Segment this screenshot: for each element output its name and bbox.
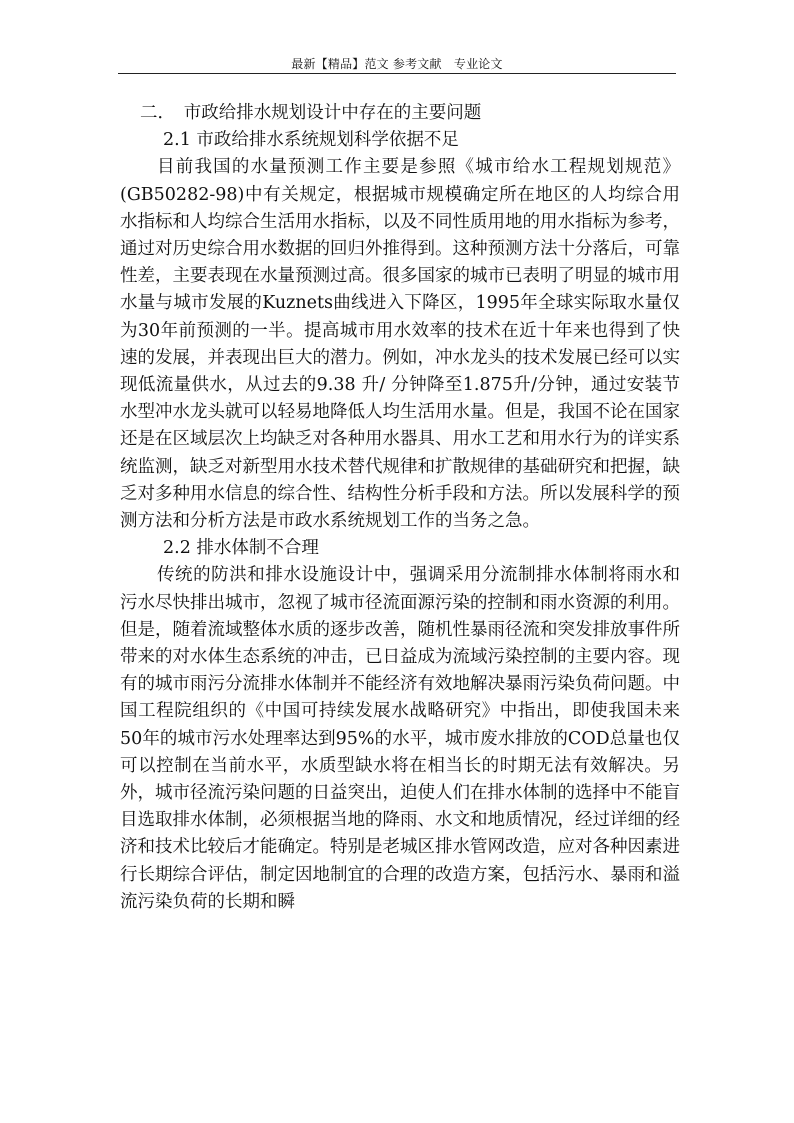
document-body	[120, 100, 680, 916]
paragraph-2-1: 目前我国的水量预测工作主要是参照《城市给水工程规划规范》(GB50282-98)中有关规定，根据城市规模确定所在地区的人均综合用水指标和人均综合生活用水指标，以及不同性质用地的用水指标为参考，通过对历史综合用水数据的回归外推得到。这种预测方法十分落后，可靠性差，主要表现在水量预测过高。很多国家的城市已表明了明显的城市用水量与城市发展的Kuznets曲线进入下降区，1995年全球实际取水量仅为30年前预测的一半。提高城市用水效率的技术在近十年来也得到了快速的发展，并表现出巨大的潜力。例如，冲水龙头的技术发展已经可以实现低流量供水，从过去的9.38 升/ 分钟降至1.875升/分钟，通过安装节水型冲水龙头就可以轻易地降低人均生活用水量。但是，我国不论在国家还是在区域层次上均缺乏对各种用水器具、用水工艺和用水行为的详实系统监测，缺乏对新型用水技术替代规律和扩散规律的基础研究和把握，缺乏对多种用水信息的综合性、结构性分析手段和方法。所以发展科学的预测方法和分析方法是市政水系统规划工作的当务之急。	[120, 157, 680, 532]
paragraph-2-2: 传统的防洪和排水设施设计中，强调采用分流制排水体制将雨水和污水尽快排出城市，忽视了城市径流面源污染的控制和雨水资源的利用。但是，随着流域整体水质的逐步改善，随机性暴雨径流和突发排放事件所带来的对水体生态系统的冲击，已日益成为流域污染控制的主要内容。现有的城市雨污分流排水体制并不能经济有效地解决暴雨污染负荷问题。中国工程院组织的《中国可持续发展水战略研究》中指出，即使我国未来50年的城市污水处理率达到95%的水平，城市废水排放的COD总量也仅可以控制在当前水平，水质型缺水将在相当长的时期无法有效解决。另外，城市径流污染问题的日益突出，迫使人们在排水体制的选择中不能盲目选取排水体制，必须根据当地的降雨、水文和地质情况，经过详细的经济和技术比较后才能确定。特别是老城区排水管网改造，应对各种因素进行长期综合评估，制定因地制宜的合理的改造方案，包括污水、暴雨和溢流污染负荷的长期和瞬	[120, 565, 680, 912]
subsection-heading-2-1: 2.1 市政给排水系统规划科学依据不足	[163, 130, 459, 151]
page-header: 最新【精品】范文 参考文献 专业论文	[291, 57, 503, 71]
header-divider	[118, 73, 676, 74]
section-heading: 二． 市政给排水规划设计中存在的主要问题	[140, 103, 482, 123]
subsection-heading-2-2: 2.2 排水体制不合理	[163, 538, 319, 559]
